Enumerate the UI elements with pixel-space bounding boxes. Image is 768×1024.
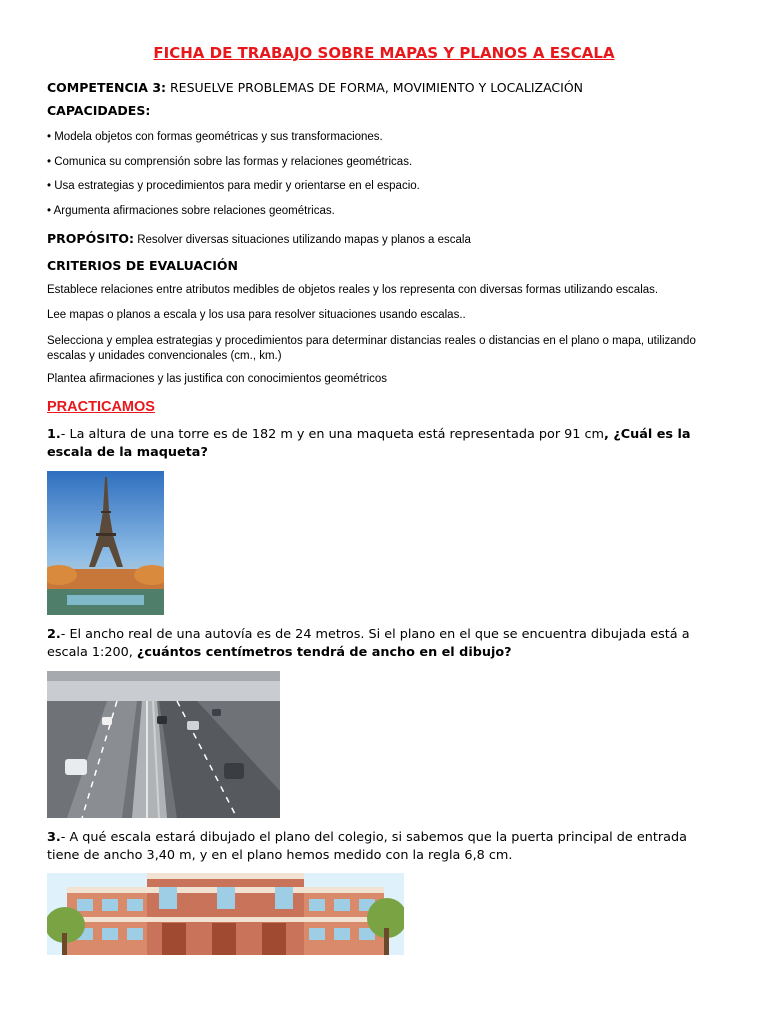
proposito-label: PROPÓSITO: (47, 231, 135, 246)
capacidad-item: • Comunica su comprensión sobre las formas y relaciones geométricas. (47, 156, 413, 168)
question-3 (47, 829, 717, 865)
question-1 (47, 426, 707, 462)
question-text: - A qué escala estará dibujado el plano del colegio, si sabemos que la puerta principal de entrada tiene de ancho 3,40 m, y en el plano hemos medido con la regla 6,8 cm. (47, 830, 687, 863)
page-title: FICHA DE TRABAJO SOBRE MAPAS Y PLANOS A ESCALA (153, 44, 615, 62)
proposito-text: Resolver diversas situaciones utilizando mapas y planos a escala (134, 234, 471, 246)
criterio-item: Lee mapas o planos a escala y los usa para resolver situaciones usando escalas.. (47, 309, 466, 321)
practicamos-heading: PRACTICAMOS (47, 399, 155, 415)
question-2 (47, 626, 717, 662)
criterio-item: Establece relaciones entre atributos medibles de objetos reales y los representa con diversas formas utilizando escalas. (47, 284, 659, 296)
criterio-item: Plantea afirmaciones y las justifica con conocimientos geométricos (47, 373, 388, 385)
question-number: 3. (47, 830, 61, 845)
criterios-label: CRITERIOS DE EVALUACIÓN (47, 258, 238, 273)
criterio-item: Selecciona y emplea estrategias y procedimientos para determinar distancias reales o distancias en el plano o mapa, utilizando escalas y unidades convencionales (cm., km.) (47, 335, 696, 362)
question-number: 1. (47, 427, 61, 442)
question-bold-text: , ¿Cuál es la escala de la maqueta? (47, 427, 691, 460)
question-text: - El ancho real de una autovía es de 24 metros. Si el plano en el que se encuentra dibujada está a escala 1:200, (47, 627, 690, 660)
competencia-line (47, 77, 583, 96)
proposito-line (47, 230, 471, 248)
capacidad-item: • Argumenta afirmaciones sobre relaciones geométricas. (47, 205, 335, 217)
school-building-icon (47, 873, 404, 955)
question-number: 2. (47, 627, 61, 642)
question-bold-text: ¿cuántos centímetros tendrá de ancho en el dibujo? (136, 645, 512, 660)
highway-icon (47, 671, 280, 818)
highway-image (47, 671, 280, 818)
eiffel-tower-image (47, 471, 164, 615)
question-text: - La altura de una torre es de 182 m y en una maqueta está representada por 91 cm (60, 427, 605, 442)
school-building-image (47, 873, 404, 955)
competencia-text: RESUELVE PROBLEMAS DE FORMA, MOVIMIENTO Y LOCALIZACIÓN (166, 80, 584, 95)
capacidad-item: • Usa estrategias y procedimientos para medir y orientarse en el espacio. (47, 180, 420, 192)
capacidad-item: • Modela objetos con formas geométricas y sus transformaciones. (47, 131, 383, 143)
eiffel-tower-icon (47, 471, 164, 615)
capacidades-label: CAPACIDADES: (47, 103, 151, 118)
competencia-label: COMPETENCIA 3: (47, 80, 167, 95)
